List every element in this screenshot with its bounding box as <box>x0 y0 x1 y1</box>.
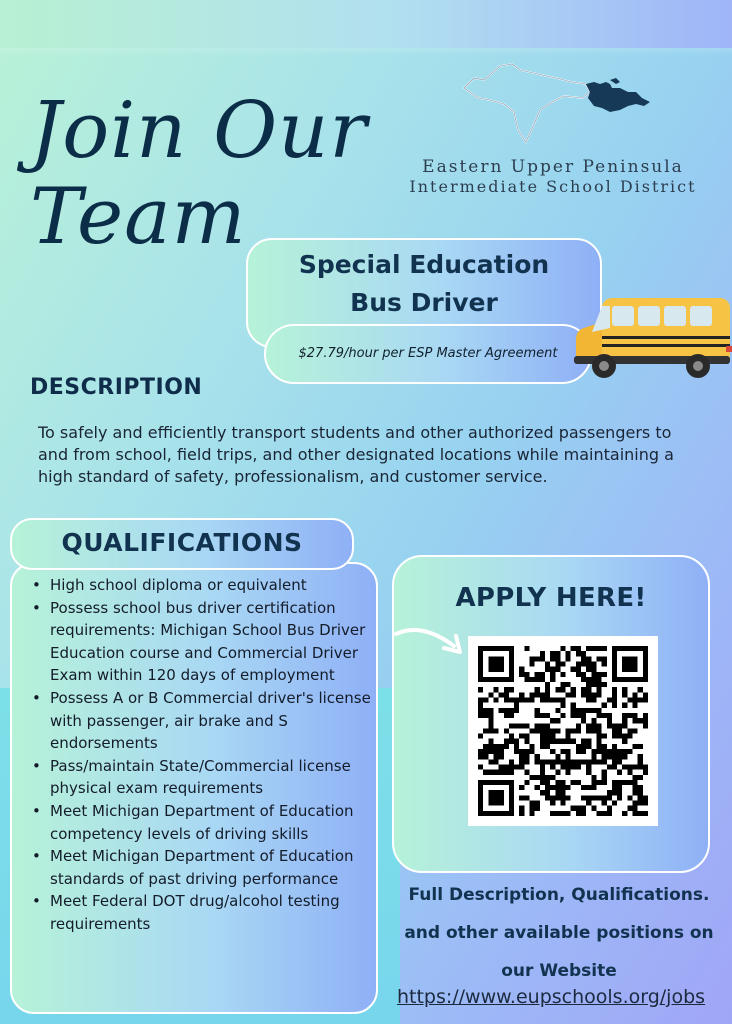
wage-card <box>264 324 592 384</box>
jobs-link[interactable]: https://www.eupschools.org/jobs <box>396 986 706 1008</box>
qualifications-card <box>10 562 378 1014</box>
district-line-1: Eastern Upper Peninsula <box>422 157 684 177</box>
list-item: • Meet Federal DOT drug/alcohol testing requirements <box>30 890 374 935</box>
district-line-2: Intermediate School District <box>409 176 697 196</box>
list-item: • Meet Michigan Department of Education standards of past driving performance <box>30 845 374 890</box>
list-item: • High school diploma or equivalent <box>30 574 374 597</box>
list-item: • Possess school bus driver certification requirements: Michigan School Bus Driver Education course and Commercial Driver Exam within 120 days of employment <box>30 597 374 687</box>
heading-line-2: Team <box>30 172 247 262</box>
website-info-line-3: our Website <box>501 961 617 981</box>
qualifications-heading: QUALIFICATIONS <box>61 528 303 557</box>
list-item: • Meet Michigan Department of Education competency levels of driving skills <box>30 800 374 845</box>
list-item: • Pass/maintain State/Commercial license physical exam requirements <box>30 755 374 800</box>
top-fade <box>0 48 732 56</box>
website-info-line-2: and other available positions on <box>404 923 714 943</box>
apply-heading: APPLY HERE! <box>455 583 647 613</box>
description-text: To safely and efficiently transport students and other authorized passengers to and from school, field trips, and other designated locations while maintaining a high standard of safety, professionalism, and customer service. <box>38 423 674 486</box>
top-band <box>0 0 732 48</box>
qualifications-list <box>30 574 374 936</box>
qr-code[interactable] <box>468 636 658 826</box>
website-info-line-1: Full Description, Qualifications. <box>408 885 710 905</box>
wage-text: $27.79/hour per ESP Master Agreement <box>298 346 558 361</box>
job-title-line-2: Bus Driver <box>350 288 498 317</box>
school-bus-icon <box>572 294 732 384</box>
qualifications-heading-card <box>10 518 354 570</box>
job-title-line-1: Special Education <box>298 250 550 279</box>
michigan-map-icon <box>460 58 660 148</box>
heading-line-1: Join Our <box>30 86 368 176</box>
description-heading: DESCRIPTION <box>30 375 203 400</box>
list-item: • Possess A or B Commercial driver's license with passenger, air brake and S endorsements <box>30 687 374 755</box>
website-info <box>392 876 726 990</box>
qr-code-icon <box>478 646 648 816</box>
district-name <box>388 158 718 196</box>
curved-arrow-icon <box>392 618 472 664</box>
